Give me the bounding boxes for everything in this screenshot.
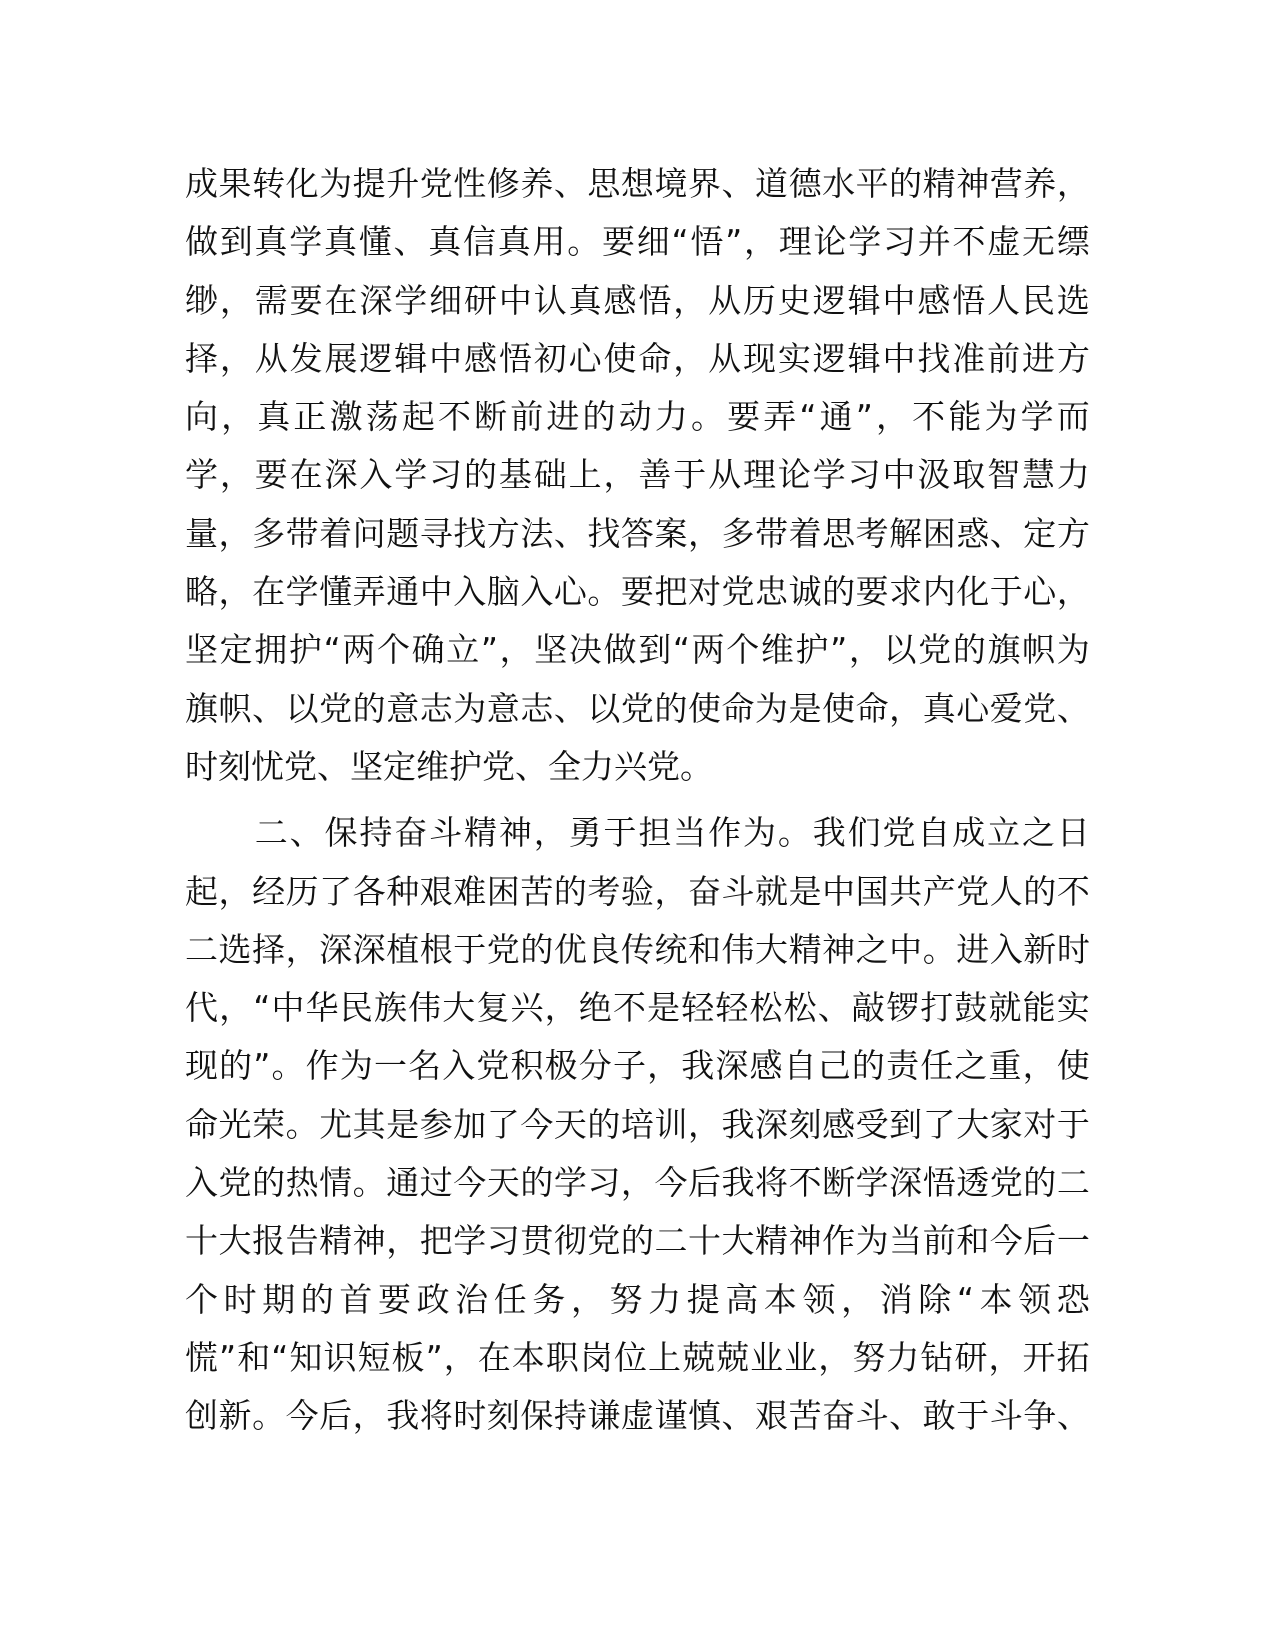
text-line: 择 ， 从 发 展 逻 辑 中 感 悟 初 心 使 命 ， 从 现 实 逻 辑 中 找 准 前 进 方 — [185, 338, 1090, 378]
text-line: 十 大 报 告 精 神 ， 把 学 习 贯 彻 党 的 二 十 大 精 神 作 为 当 前 和 今 后 一 — [185, 1221, 1090, 1261]
text-line: 入 党 的 热 情 。 通 过 今 天 的 学 习 ， 今 后 我 将 不 断 学 深 悟 透 党 的 二 — [185, 1163, 1090, 1203]
text-line: 略 ， 在 学 懂 弄 通 中 入 脑 入 心 。 要 把 对 党 忠 诚 的 要 求 内 化 于 心 ， — [185, 572, 1090, 612]
text-line: 旗 帜 、 以 党 的 意 志 为 意 志 、 以 党 的 使 命 为 是 使 命 ， 真 心 爱 党 、 — [185, 688, 1090, 728]
text-line: 起 ， 经 历 了 各 种 艰 难 困 苦 的 考 验 ， 奋 斗 就 是 中 国 共 产 党 人 的 不 — [185, 871, 1090, 911]
text-line: 缈 ， 需 要 在 深 学 细 研 中 认 真 感 悟 ， 从 历 史 逻 辑 中 感 悟 人 民 选 — [185, 280, 1090, 320]
text-line: 量 ， 多 带 着 问 题 寻 找 方 法 、 找 答 案 ， 多 带 着 思 考 解 困 惑 、 定 方 — [185, 513, 1090, 553]
text-line: 做 到 真 学 真 懂 、 真 信 真 用 。 要 细 “ 悟 ” ， 理 论 学 习 并 不 虚 无 缥 — [185, 222, 1090, 262]
text-line: 成 果 转 化 为 提 升 党 性 修 养 、 思 想 境 界 、 道 德 水 平 的 精 神 营 养 ， — [185, 164, 1090, 203]
text-line: 学 ， 要 在 深 入 学 习 的 基 础 上 ， 善 于 从 理 论 学 习 中 汲 取 智 慧 力 — [185, 455, 1090, 495]
text-line: 向 ， 真 正 激 荡 起 不 断 前 进 的 动 力 。 要 弄 “ 通 ” ， 不 能 为 学 而 — [185, 397, 1090, 437]
paragraph-start-line: 二 、 保 持 奋 斗 精 神 ， 勇 于 担 当 作 为 。 我 们 党 自 成 立 之 日 — [254, 813, 1090, 853]
text-line: 命 光 荣 。 尤 其 是 参 加 了 今 天 的 培 训 ， 我 深 刻 感 受 到 了 大 家 对 于 — [185, 1104, 1090, 1144]
text-line: 二 选 择 ， 深 深 植 根 于 党 的 优 良 传 统 和 伟 大 精 神 之 中 。 进 入 新 时 — [185, 929, 1090, 969]
text-line: 创 新 。 今 后 ， 我 将 时 刻 保 持 谦 虚 谨 慎 、 艰 苦 奋 斗 、 敢 于 斗 争 、 — [185, 1396, 1090, 1436]
text-line: 坚 定 拥 护 “ 两 个 确 立 ” ， 坚 决 做 到 “ 两 个 维 护 ” ， 以 党 的 旗 帜 为 — [185, 630, 1090, 670]
text-line: 慌 ” 和 “ 知 识 短 板 ” ， 在 本 职 岗 位 上 兢 兢 业 业 ， 努 力 钻 研 ， 开 拓 — [185, 1337, 1090, 1377]
text-line: 个 时 期 的 首 要 政 治 任 务 ， 努 力 提 高 本 领 ， 消 除 “ 本 领 恐 — [185, 1279, 1090, 1319]
text-line: 代 ， “ 中 华 民 族 伟 大 复 兴 ， 绝 不 是 轻 轻 松 松 、 敲 锣 打 鼓 就 能 实 — [185, 988, 1090, 1028]
body-text — [185, 155, 1090, 1446]
text-line: 时刻忧党、坚定维护党、全力兴党。 — [185, 746, 713, 786]
text-line: 现 的 ” 。 作 为 一 名 入 党 积 极 分 子 ， 我 深 感 自 己 的 责 任 之 重 ， 使 — [185, 1046, 1090, 1086]
